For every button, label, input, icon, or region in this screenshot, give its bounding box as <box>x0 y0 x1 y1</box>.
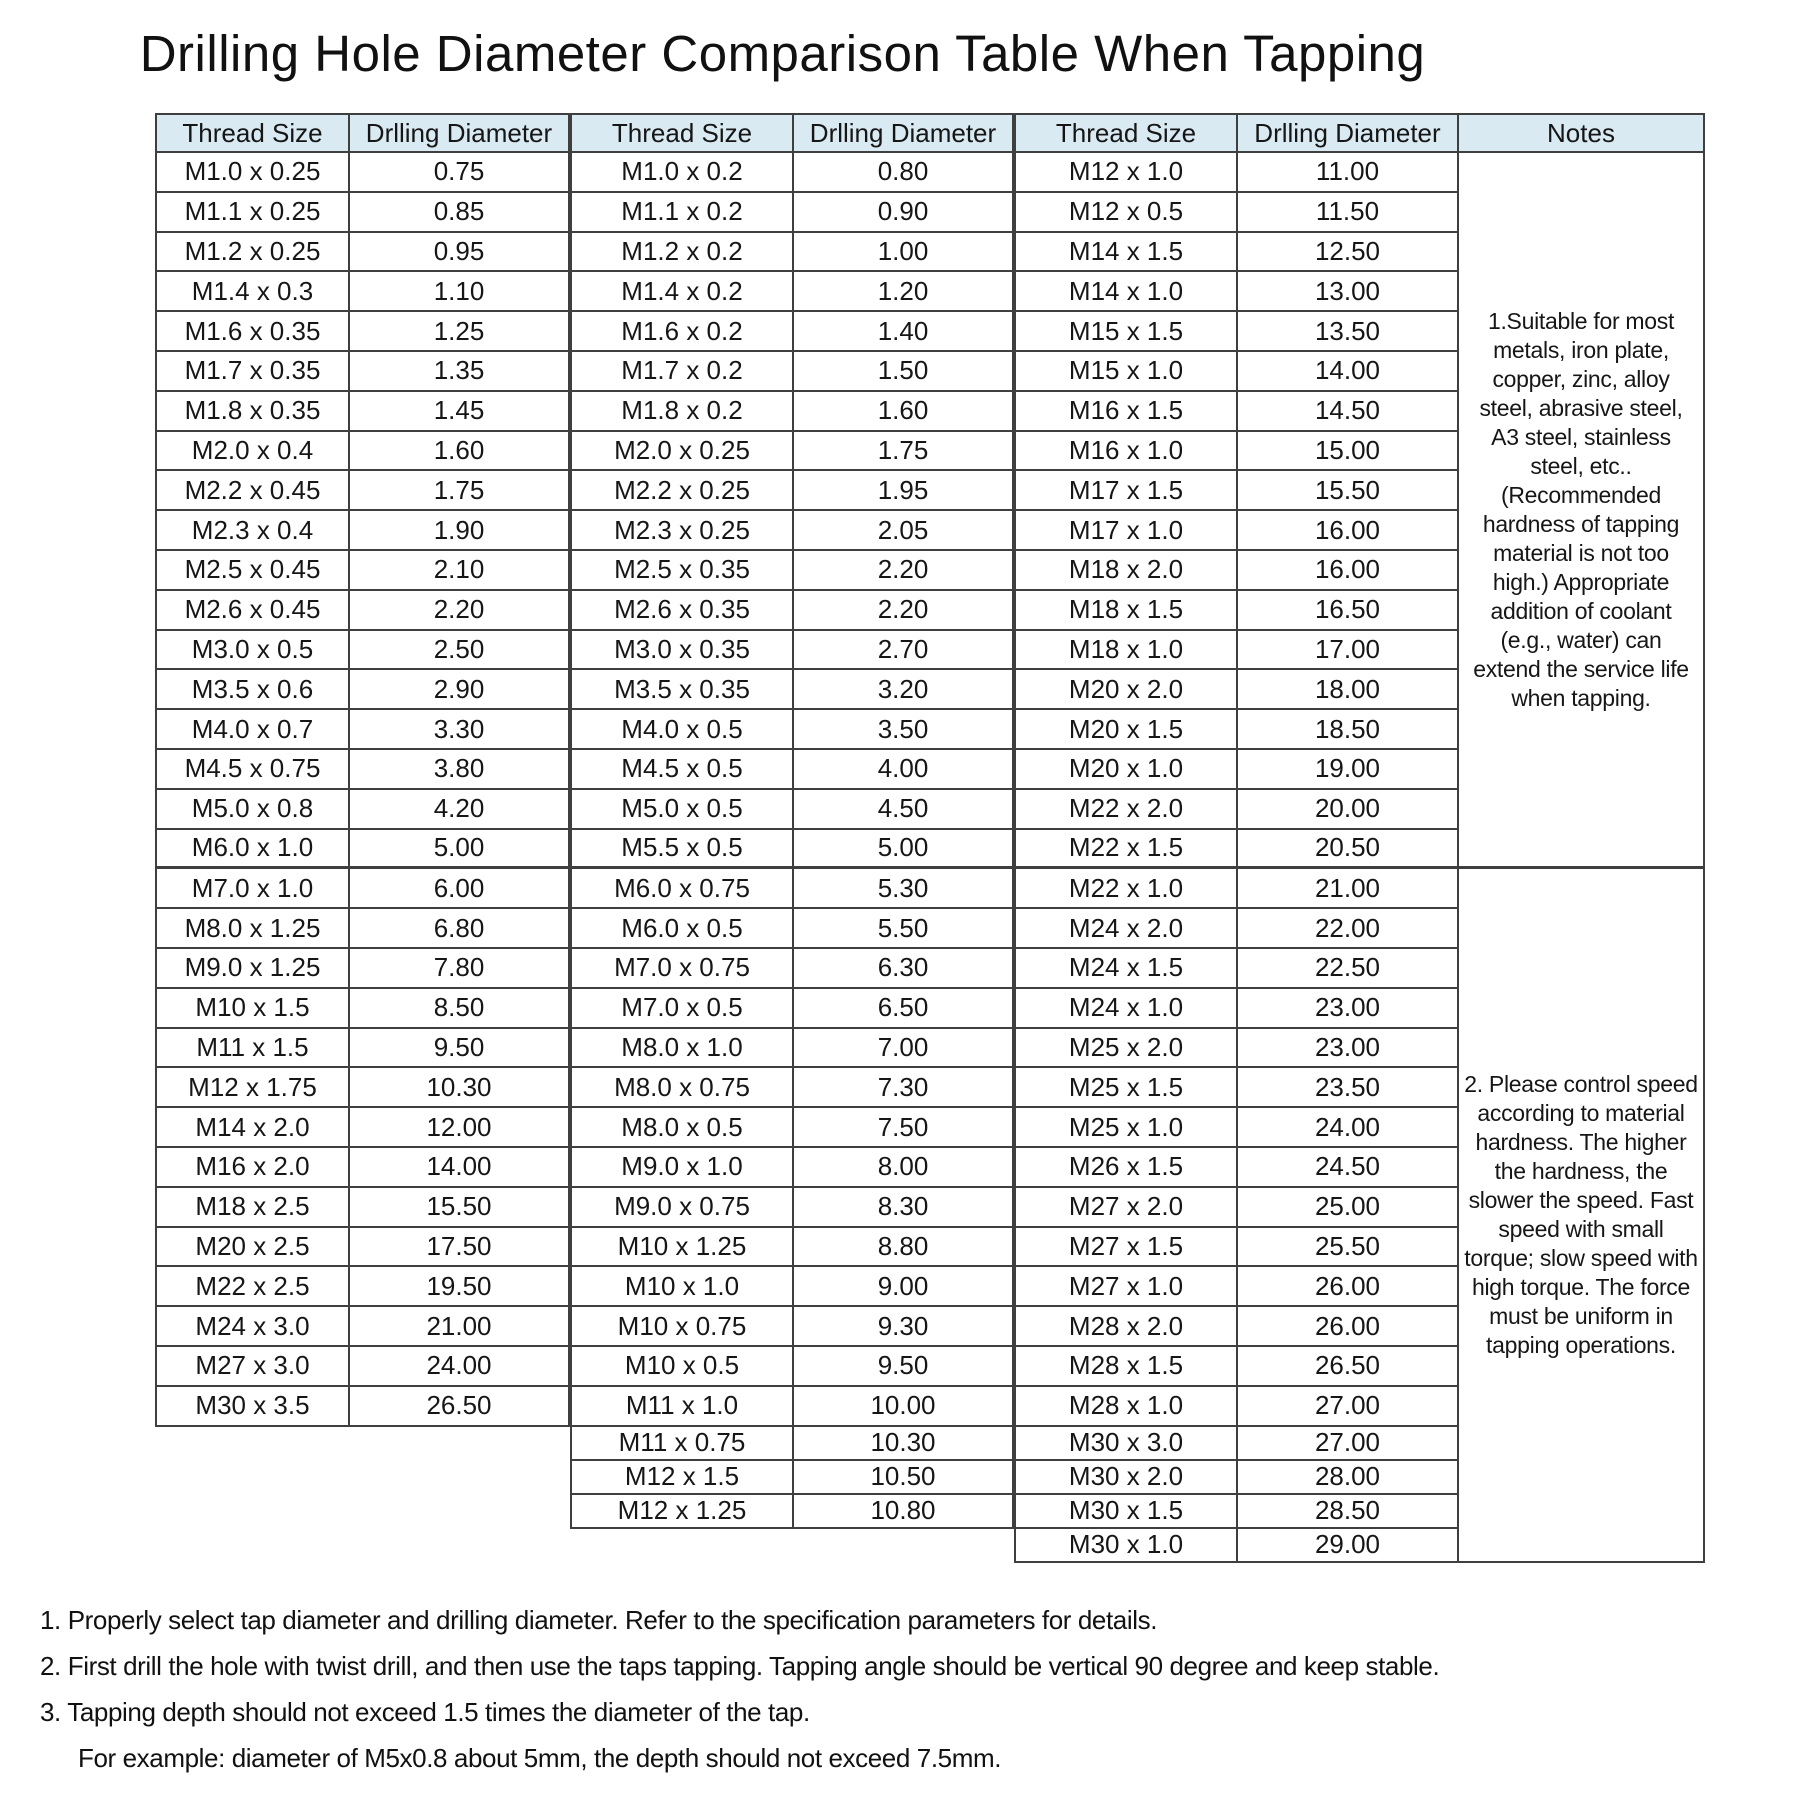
drill-diameter-cell: 4.00 <box>794 750 1014 790</box>
thread-size-cell: M11 x 1.0 <box>572 1387 794 1427</box>
thread-size-cell: M2.6 x 0.35 <box>572 591 794 631</box>
drill-diameter-cell: 1.25 <box>350 312 570 352</box>
drill-diameter-cell: 1.00 <box>794 233 1014 273</box>
thread-size-cell: M11 x 1.5 <box>157 1029 350 1069</box>
thread-size-cell: M1.1 x 0.25 <box>157 193 350 233</box>
thread-size-cell: M2.2 x 0.45 <box>157 471 350 511</box>
drill-diameter-cell: 1.10 <box>350 272 570 312</box>
thread-size-cell: M20 x 2.0 <box>1016 670 1238 710</box>
thread-size-cell: M24 x 3.0 <box>157 1307 350 1347</box>
thread-size-cell: M25 x 1.0 <box>1016 1108 1238 1148</box>
thread-size-cell: M28 x 2.0 <box>1016 1307 1238 1347</box>
drill-diameter-cell: 0.75 <box>350 153 570 193</box>
drill-diameter-cell: 25.50 <box>1238 1228 1459 1268</box>
thread-size-cell: M14 x 2.0 <box>157 1108 350 1148</box>
footer-line-1: 1. Properly select tap diameter and drilling diameter. Refer to the specification parameters for details. <box>40 1604 1158 1635</box>
drill-diameter-cell: 1.75 <box>350 471 570 511</box>
column-header-thread-size: Thread Size <box>1016 115 1238 153</box>
thread-size-cell: M2.3 x 0.25 <box>572 511 794 551</box>
drill-diameter-cell: 6.00 <box>350 869 570 909</box>
thread-size-cell: M4.5 x 0.5 <box>572 750 794 790</box>
footer-notes <box>40 1597 1800 1781</box>
thread-size-cell: M16 x 2.0 <box>157 1148 350 1188</box>
column-header-thread-size: Thread Size <box>572 115 794 153</box>
thread-size-cell: M14 x 1.0 <box>1016 272 1238 312</box>
drill-diameter-cell: 1.50 <box>794 352 1014 392</box>
thread-size-cell: M1.0 x 0.2 <box>572 153 794 193</box>
drill-diameter-cell: 13.00 <box>1238 272 1459 312</box>
thread-size-cell: M30 x 2.0 <box>1016 1461 1238 1495</box>
thread-size-cell: M20 x 2.5 <box>157 1228 350 1268</box>
drill-diameter-cell: 2.20 <box>794 591 1014 631</box>
drill-diameter-cell: 7.50 <box>794 1108 1014 1148</box>
column-header-thread-size: Thread Size <box>157 115 350 153</box>
thread-size-cell: M12 x 1.0 <box>1016 153 1238 193</box>
drill-diameter-cell: 0.90 <box>794 193 1014 233</box>
drill-diameter-cell: 24.00 <box>350 1347 570 1387</box>
drill-diameter-cell: 2.70 <box>794 631 1014 671</box>
thread-size-cell: M22 x 1.5 <box>1016 830 1238 870</box>
thread-size-cell: M8.0 x 1.25 <box>157 909 350 949</box>
drill-diameter-cell: 28.00 <box>1238 1461 1459 1495</box>
drill-diameter-cell: 1.20 <box>794 272 1014 312</box>
drill-diameter-cell: 3.30 <box>350 710 570 750</box>
thread-size-cell: M2.2 x 0.25 <box>572 471 794 511</box>
table-pair-2 <box>570 113 1014 1529</box>
drill-diameter-cell: 12.50 <box>1238 233 1459 273</box>
notes-column-header: Notes <box>1459 115 1703 153</box>
thread-size-cell: M18 x 2.0 <box>1016 551 1238 591</box>
drill-diameter-cell: 24.50 <box>1238 1148 1459 1188</box>
drill-diameter-cell: 2.10 <box>350 551 570 591</box>
thread-size-cell: M15 x 1.0 <box>1016 352 1238 392</box>
thread-size-cell: M14 x 1.5 <box>1016 233 1238 273</box>
thread-size-cell: M10 x 1.25 <box>572 1228 794 1268</box>
drill-diameter-cell: 2.90 <box>350 670 570 710</box>
thread-size-cell: M3.0 x 0.35 <box>572 631 794 671</box>
thread-size-cell: M12 x 1.5 <box>572 1461 794 1495</box>
thread-size-cell: M1.7 x 0.35 <box>157 352 350 392</box>
drill-diameter-cell: 26.00 <box>1238 1267 1459 1307</box>
thread-size-cell: M1.8 x 0.2 <box>572 392 794 432</box>
drill-diameter-cell: 23.50 <box>1238 1068 1459 1108</box>
drill-diameter-cell: 8.30 <box>794 1188 1014 1228</box>
drill-diameter-cell: 4.50 <box>794 790 1014 830</box>
thread-size-cell: M30 x 3.5 <box>157 1387 350 1427</box>
drill-diameter-cell: 11.50 <box>1238 193 1459 233</box>
drill-diameter-cell: 14.00 <box>350 1148 570 1188</box>
thread-size-cell: M20 x 1.0 <box>1016 750 1238 790</box>
drill-diameter-cell: 2.50 <box>350 631 570 671</box>
thread-size-cell: M5.5 x 0.5 <box>572 830 794 870</box>
thread-size-cell: M30 x 3.0 <box>1016 1427 1238 1461</box>
thread-size-cell: M9.0 x 0.75 <box>572 1188 794 1228</box>
drill-diameter-cell: 6.30 <box>794 949 1014 989</box>
drill-diameter-cell: 25.00 <box>1238 1188 1459 1228</box>
thread-size-cell: M2.5 x 0.45 <box>157 551 350 591</box>
thread-size-cell: M7.0 x 1.0 <box>157 869 350 909</box>
thread-size-cell: M28 x 1.5 <box>1016 1347 1238 1387</box>
thread-size-cell: M3.0 x 0.5 <box>157 631 350 671</box>
drill-diameter-cell: 15.50 <box>350 1188 570 1228</box>
thread-size-cell: M3.5 x 0.35 <box>572 670 794 710</box>
drill-diameter-cell: 1.40 <box>794 312 1014 352</box>
drill-diameter-cell: 7.80 <box>350 949 570 989</box>
drill-diameter-cell: 10.00 <box>794 1387 1014 1427</box>
thread-size-cell: M27 x 2.0 <box>1016 1188 1238 1228</box>
thread-size-cell: M1.4 x 0.2 <box>572 272 794 312</box>
drill-diameter-cell: 6.80 <box>350 909 570 949</box>
drill-diameter-cell: 5.30 <box>794 869 1014 909</box>
drill-diameter-cell: 9.50 <box>350 1029 570 1069</box>
drill-diameter-cell: 18.50 <box>1238 710 1459 750</box>
drill-diameter-cell: 20.00 <box>1238 790 1459 830</box>
thread-size-cell: M2.0 x 0.4 <box>157 432 350 472</box>
drill-diameter-cell: 1.45 <box>350 392 570 432</box>
column-header-drill-diameter: Drlling Diameter <box>1238 115 1459 153</box>
thread-size-cell: M24 x 1.5 <box>1016 949 1238 989</box>
drill-diameter-cell: 24.00 <box>1238 1108 1459 1148</box>
drill-diameter-cell: 2.20 <box>794 551 1014 591</box>
thread-size-cell: M8.0 x 0.5 <box>572 1108 794 1148</box>
drill-diameter-cell: 1.90 <box>350 511 570 551</box>
thread-size-cell: M12 x 0.5 <box>1016 193 1238 233</box>
drill-diameter-cell: 29.00 <box>1238 1529 1459 1563</box>
drill-diameter-cell: 5.00 <box>350 830 570 870</box>
thread-size-cell: M17 x 1.5 <box>1016 471 1238 511</box>
thread-size-cell: M4.5 x 0.75 <box>157 750 350 790</box>
drill-diameter-cell: 17.50 <box>350 1228 570 1268</box>
drill-diameter-cell: 23.00 <box>1238 989 1459 1029</box>
thread-size-cell: M27 x 3.0 <box>157 1347 350 1387</box>
thread-size-cell: M12 x 1.25 <box>572 1495 794 1529</box>
drill-diameter-cell: 3.80 <box>350 750 570 790</box>
thread-size-cell: M20 x 1.5 <box>1016 710 1238 750</box>
thread-size-cell: M3.5 x 0.6 <box>157 670 350 710</box>
thread-size-cell: M1.2 x 0.2 <box>572 233 794 273</box>
thread-size-cell: M7.0 x 0.75 <box>572 949 794 989</box>
thread-size-cell: M10 x 0.75 <box>572 1307 794 1347</box>
thread-size-cell: M8.0 x 0.75 <box>572 1068 794 1108</box>
thread-size-cell: M1.7 x 0.2 <box>572 352 794 392</box>
thread-size-cell: M30 x 1.5 <box>1016 1495 1238 1529</box>
thread-size-cell: M9.0 x 1.25 <box>157 949 350 989</box>
thread-size-cell: M30 x 1.0 <box>1016 1529 1238 1563</box>
note-1: 1.Suitable for most metals, iron plate, copper, zinc, alloy steel, abrasive steel, A3 steel, stainless steel, etc..(Recommended hardness of tapping material is not too high.) Appropriate addition of coolant (e.g., water) can extend the service life when tapping. <box>1459 153 1703 869</box>
drill-diameter-cell: 5.00 <box>794 830 1014 870</box>
drill-diameter-cell: 3.50 <box>794 710 1014 750</box>
drill-diameter-cell: 26.00 <box>1238 1307 1459 1347</box>
drill-diameter-cell: 21.00 <box>350 1307 570 1347</box>
drill-diameter-cell: 19.50 <box>350 1267 570 1307</box>
page-title: Drilling Hole Diameter Comparison Table When Tapping <box>139 25 1426 82</box>
footer-line-3: 3. Tapping depth should not exceed 1.5 times the diameter of the tap. <box>40 1696 810 1727</box>
drill-diameter-cell: 16.50 <box>1238 591 1459 631</box>
drill-diameter-cell: 21.00 <box>1238 869 1459 909</box>
thread-size-cell: M18 x 2.5 <box>157 1188 350 1228</box>
table-pair-3 <box>1014 113 1459 1563</box>
drill-diameter-cell: 0.80 <box>794 153 1014 193</box>
page <box>0 24 1800 1781</box>
drill-diameter-cell: 14.00 <box>1238 352 1459 392</box>
thread-size-cell: M18 x 1.0 <box>1016 631 1238 671</box>
column-header-drill-diameter: Drlling Diameter <box>350 115 570 153</box>
note-2: 2. Please control speed according to material hardness. The higher the hardness, the slower the speed. Fast speed with small torque; slow speed with high torque. The force must be uniform in tapping operations. <box>1459 869 1703 1562</box>
drill-diameter-cell: 20.50 <box>1238 830 1459 870</box>
thread-size-cell: M24 x 2.0 <box>1016 909 1238 949</box>
thread-size-cell: M4.0 x 0.5 <box>572 710 794 750</box>
drill-diameter-cell: 27.00 <box>1238 1387 1459 1427</box>
drill-diameter-cell: 16.00 <box>1238 511 1459 551</box>
drill-diameter-cell: 8.50 <box>350 989 570 1029</box>
thread-size-cell: M22 x 2.5 <box>157 1267 350 1307</box>
thread-size-cell: M5.0 x 0.5 <box>572 790 794 830</box>
thread-size-cell: M27 x 1.0 <box>1016 1267 1238 1307</box>
column-header-drill-diameter: Drlling Diameter <box>794 115 1014 153</box>
thread-size-cell: M1.2 x 0.25 <box>157 233 350 273</box>
thread-size-cell: M16 x 1.0 <box>1016 432 1238 472</box>
drill-diameter-cell: 26.50 <box>350 1387 570 1427</box>
drill-diameter-cell: 28.50 <box>1238 1495 1459 1529</box>
thread-size-cell: M24 x 1.0 <box>1016 989 1238 1029</box>
drill-diameter-cell: 11.00 <box>1238 153 1459 193</box>
drill-diameter-cell: 4.20 <box>350 790 570 830</box>
thread-size-cell: M1.8 x 0.35 <box>157 392 350 432</box>
thread-size-cell: M2.6 x 0.45 <box>157 591 350 631</box>
thread-size-cell: M5.0 x 0.8 <box>157 790 350 830</box>
drill-diameter-cell: 26.50 <box>1238 1347 1459 1387</box>
drill-diameter-cell: 9.50 <box>794 1347 1014 1387</box>
drill-diameter-cell: 14.50 <box>1238 392 1459 432</box>
thread-size-cell: M22 x 1.0 <box>1016 869 1238 909</box>
thread-size-cell: M22 x 2.0 <box>1016 790 1238 830</box>
thread-size-cell: M6.0 x 1.0 <box>157 830 350 870</box>
drill-diameter-cell: 7.00 <box>794 1029 1014 1069</box>
drill-diameter-cell: 5.50 <box>794 909 1014 949</box>
thread-size-cell: M17 x 1.0 <box>1016 511 1238 551</box>
drill-diameter-cell: 10.30 <box>350 1068 570 1108</box>
drill-diameter-cell: 27.00 <box>1238 1427 1459 1461</box>
thread-size-cell: M25 x 1.5 <box>1016 1068 1238 1108</box>
notes-column <box>1459 113 1705 1563</box>
drill-diameter-cell: 15.50 <box>1238 471 1459 511</box>
drill-diameter-cell: 1.75 <box>794 432 1014 472</box>
thread-size-cell: M1.1 x 0.2 <box>572 193 794 233</box>
thread-size-cell: M10 x 0.5 <box>572 1347 794 1387</box>
drill-diameter-cell: 22.00 <box>1238 909 1459 949</box>
drill-diameter-cell: 8.00 <box>794 1148 1014 1188</box>
drill-diameter-cell: 10.80 <box>794 1495 1014 1529</box>
drill-diameter-cell: 12.00 <box>350 1108 570 1148</box>
drill-diameter-cell: 19.00 <box>1238 750 1459 790</box>
drill-diameter-cell: 10.50 <box>794 1461 1014 1495</box>
thread-size-cell: M10 x 1.5 <box>157 989 350 1029</box>
drill-diameter-cell: 6.50 <box>794 989 1014 1029</box>
drill-diameter-cell: 9.00 <box>794 1267 1014 1307</box>
drill-diameter-cell: 15.00 <box>1238 432 1459 472</box>
drill-diameter-cell: 2.05 <box>794 511 1014 551</box>
thread-size-cell: M1.6 x 0.35 <box>157 312 350 352</box>
drill-diameter-cell: 0.95 <box>350 233 570 273</box>
drill-diameter-cell: 1.60 <box>350 432 570 472</box>
thread-size-cell: M15 x 1.5 <box>1016 312 1238 352</box>
thread-size-cell: M16 x 1.5 <box>1016 392 1238 432</box>
tapping-table <box>155 113 1800 1563</box>
thread-size-cell: M2.5 x 0.35 <box>572 551 794 591</box>
thread-size-cell: M28 x 1.0 <box>1016 1387 1238 1427</box>
drill-diameter-cell: 17.00 <box>1238 631 1459 671</box>
drill-diameter-cell: 0.85 <box>350 193 570 233</box>
drill-diameter-cell: 3.20 <box>794 670 1014 710</box>
thread-size-cell: M18 x 1.5 <box>1016 591 1238 631</box>
drill-diameter-cell: 18.00 <box>1238 670 1459 710</box>
table-pair-1 <box>155 113 570 1427</box>
drill-diameter-cell: 8.80 <box>794 1228 1014 1268</box>
footer-line-4: For example: diameter of M5x0.8 about 5mm, the depth should not exceed 7.5mm. <box>78 1742 1002 1773</box>
drill-diameter-cell: 16.00 <box>1238 551 1459 591</box>
thread-size-cell: M1.6 x 0.2 <box>572 312 794 352</box>
thread-size-cell: M11 x 0.75 <box>572 1427 794 1461</box>
thread-size-cell: M9.0 x 1.0 <box>572 1148 794 1188</box>
thread-size-cell: M1.4 x 0.3 <box>157 272 350 312</box>
thread-size-cell: M6.0 x 0.5 <box>572 909 794 949</box>
thread-size-cell: M12 x 1.75 <box>157 1068 350 1108</box>
thread-size-cell: M2.0 x 0.25 <box>572 432 794 472</box>
drill-diameter-cell: 9.30 <box>794 1307 1014 1347</box>
drill-diameter-cell: 2.20 <box>350 591 570 631</box>
thread-size-cell: M1.0 x 0.25 <box>157 153 350 193</box>
thread-size-cell: M2.3 x 0.4 <box>157 511 350 551</box>
drill-diameter-cell: 22.50 <box>1238 949 1459 989</box>
thread-size-cell: M27 x 1.5 <box>1016 1228 1238 1268</box>
drill-diameter-cell: 13.50 <box>1238 312 1459 352</box>
thread-size-cell: M26 x 1.5 <box>1016 1148 1238 1188</box>
thread-size-cell: M6.0 x 0.75 <box>572 869 794 909</box>
drill-diameter-cell: 23.00 <box>1238 1029 1459 1069</box>
thread-size-cell: M10 x 1.0 <box>572 1267 794 1307</box>
footer-line-2: 2. First drill the hole with twist drill, and then use the taps tapping. Tapping angle should be vertical 90 degree and keep stable. <box>40 1650 1440 1681</box>
drill-diameter-cell: 7.30 <box>794 1068 1014 1108</box>
drill-diameter-cell: 1.60 <box>794 392 1014 432</box>
thread-size-cell: M8.0 x 1.0 <box>572 1029 794 1069</box>
drill-diameter-cell: 1.35 <box>350 352 570 392</box>
thread-size-cell: M4.0 x 0.7 <box>157 710 350 750</box>
drill-diameter-cell: 1.95 <box>794 471 1014 511</box>
thread-size-cell: M25 x 2.0 <box>1016 1029 1238 1069</box>
thread-size-cell: M7.0 x 0.5 <box>572 989 794 1029</box>
drill-diameter-cell: 10.30 <box>794 1427 1014 1461</box>
